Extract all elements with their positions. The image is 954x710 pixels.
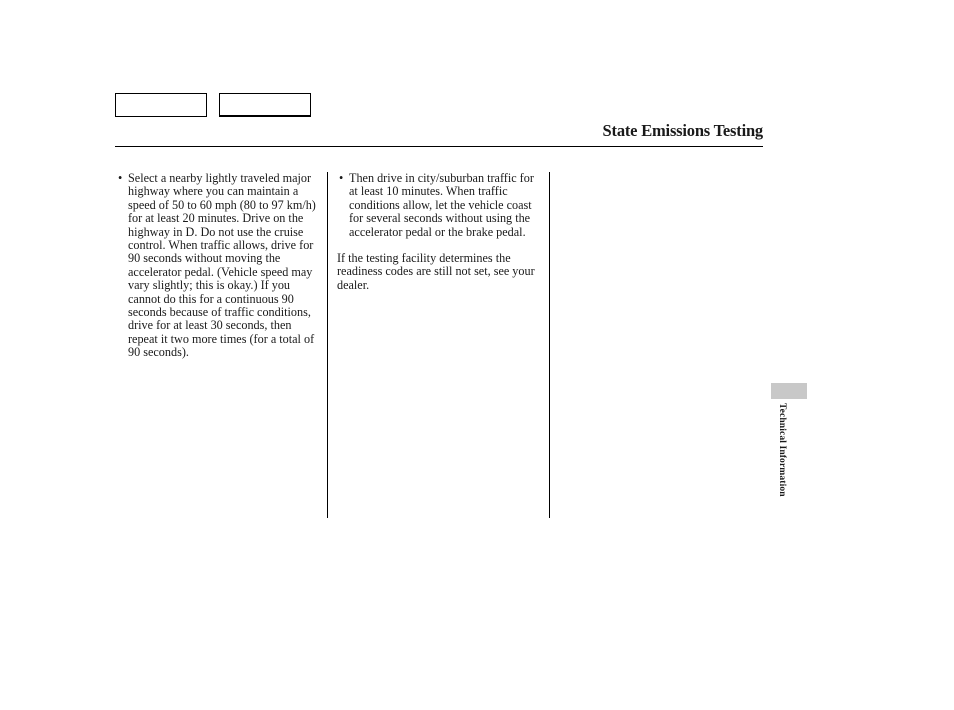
title-divider <box>115 146 763 147</box>
text-column-2 <box>339 172 541 292</box>
list-item <box>339 172 541 239</box>
highway-driving-instruction: Select a nearby lightly traveled major highway where you can maintain a speed of 50 to 60 mph (80 to 97 km/h) for at least 20 minutes. Drive on the highway in D. Do not use the cruise control. When traffic allows, drive for 90 seconds without moving the accelerator pedal. (Vehicle speed may vary slightly; this is okay.) If you cannot do this for a continuous 90 seconds because of traffic conditions, drive for at least 30 seconds, then repeat it two more times (for a total of 90 seconds). <box>128 171 316 360</box>
text-column-1 <box>118 172 322 360</box>
dealer-note: If the testing facility determines the readiness codes are still not set, see your dealer. <box>337 251 535 292</box>
column-divider-1 <box>327 172 328 518</box>
bullet-icon: • <box>118 171 123 185</box>
next-page-button[interactable] <box>219 93 311 117</box>
section-label: Technical Information <box>777 403 788 497</box>
previous-page-button[interactable] <box>115 93 207 117</box>
column-divider-2 <box>549 172 550 518</box>
city-driving-instruction: Then drive in city/suburban traffic for at least 10 minutes. When traffic conditions allow, let the vehicle coast for several seconds without using the accelerator pedal or the brake pedal. <box>349 171 534 239</box>
section-tab-marker <box>771 383 807 399</box>
page-title: State Emissions Testing <box>602 121 763 140</box>
list-item <box>118 172 322 360</box>
bullet-icon: • <box>339 171 344 185</box>
